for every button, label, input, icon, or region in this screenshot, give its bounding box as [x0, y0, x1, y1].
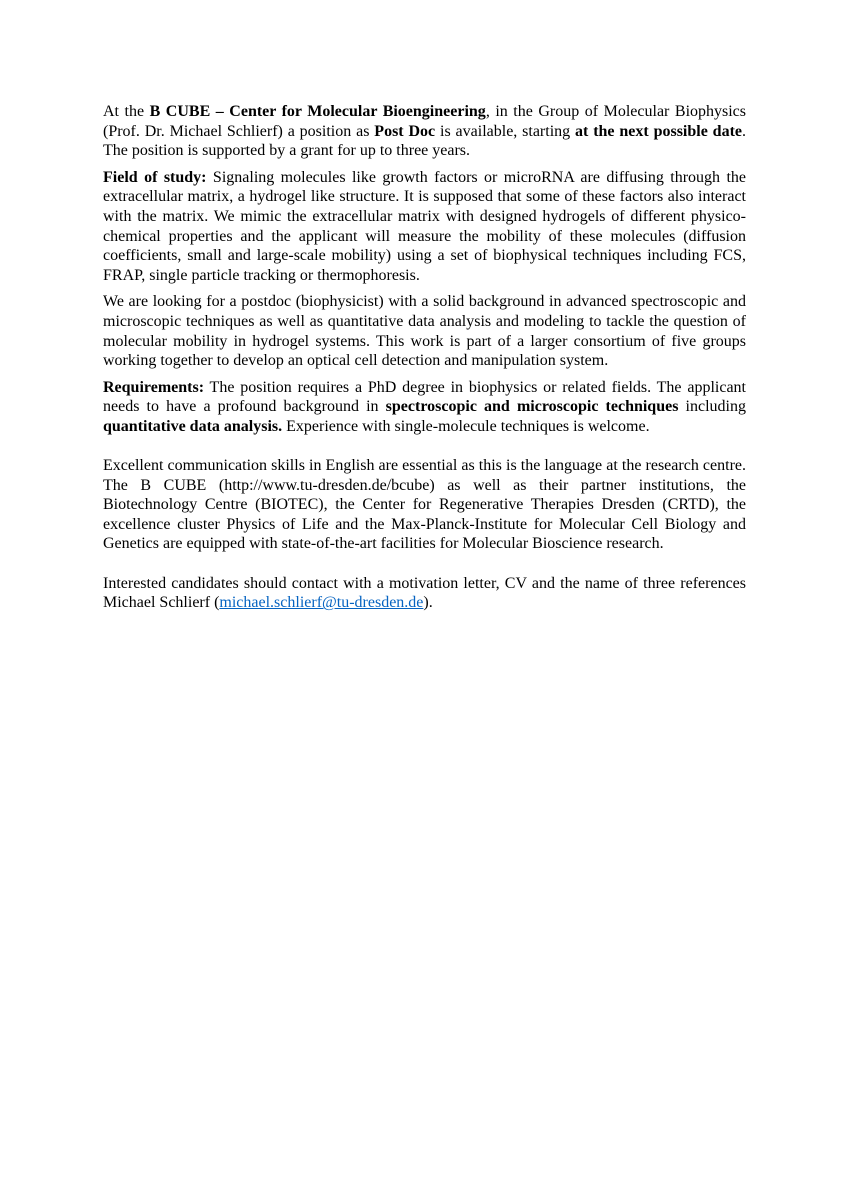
contact-end: ).	[423, 594, 433, 612]
field-of-study-paragraph	[103, 168, 746, 286]
looking-for-text: We are looking for a postdoc (biophysicist) with a solid background in advanced spectroscopic and microscopic techniques as well as quantitative data analysis and modeling to tackle the question of molecular mobility in hydrogel systems. This work is part of a larger consortium of five groups working together to develop an optical cell detection and manipulation system.	[103, 293, 746, 370]
start-date: at the next possible date	[575, 122, 743, 140]
requirements-paragraph	[103, 378, 746, 437]
contact-text: Interested candidates should contact with a motivation letter, CV and the name of three references Michael Schlierf (	[103, 574, 746, 612]
requirements-text-2: including	[678, 398, 746, 416]
intro-paragraph	[103, 102, 746, 161]
intro-text-2: , in the Group of Molecular Biophysics (Prof. Dr. Michael Schlierf) a position as	[103, 103, 747, 140]
contact-paragraph	[103, 574, 746, 613]
field-of-study-text: Signaling molecules like growth factors or microRNA are diffusing through the extracellular matrix, a hydrogel like structure. It is supposed that some of these factors also interact with the matrix. We mimic the extracellular matrix with designed hydrogels of different physico-chemical properties and the applicant will measure the mobility of these molecules (diffusion coefficients, small and large-scale mobility) using a set of biophysical techniques including FCS, FRAP, single particle tracking or thermophoresis.	[103, 168, 747, 284]
techniques-emphasis: spectroscopic and microscopic techniques	[385, 398, 679, 416]
intro-text-1: At the	[103, 103, 150, 120]
environment-paragraph	[103, 456, 746, 554]
document-body	[103, 102, 746, 613]
requirements-label: Requirements:	[103, 378, 205, 396]
center-name: B CUBE – Center for Molecular Bioengineering	[149, 103, 486, 120]
intro-text-4: . The position is supported by a grant for up to three years.	[103, 122, 747, 160]
environment-text: Excellent communication skills in English are essential as this is the language at the research centre. The B CUBE (http://www.tu-dresden.de/bcube) as well as their partner institutions, the Biotechnology Centre (BIOTEC), the Center for Regenerative Therapies Dresden (CRTD), the excellence cluster Physics of Life and the Max-Planck-Institute for Molecular Cell Biology and Genetics are equipped with state-of-the-art facilities for Molecular Bioscience research.	[103, 457, 746, 553]
position-title: Post Doc	[374, 122, 436, 140]
email-link[interactable]: michael.schlierf@tu-dresden.de	[219, 594, 424, 612]
looking-for-paragraph	[103, 292, 746, 370]
requirements-text-3: Experience with single-molecule techniques is welcome.	[282, 417, 650, 435]
analysis-emphasis: quantitative data analysis.	[103, 417, 283, 435]
requirements-text-1: The position requires a PhD degree in biophysics or related fields. The applicant needs to have a profound background in	[103, 378, 746, 416]
intro-text-3: is available, starting	[435, 122, 576, 140]
field-of-study-label: Field of study:	[103, 168, 207, 186]
